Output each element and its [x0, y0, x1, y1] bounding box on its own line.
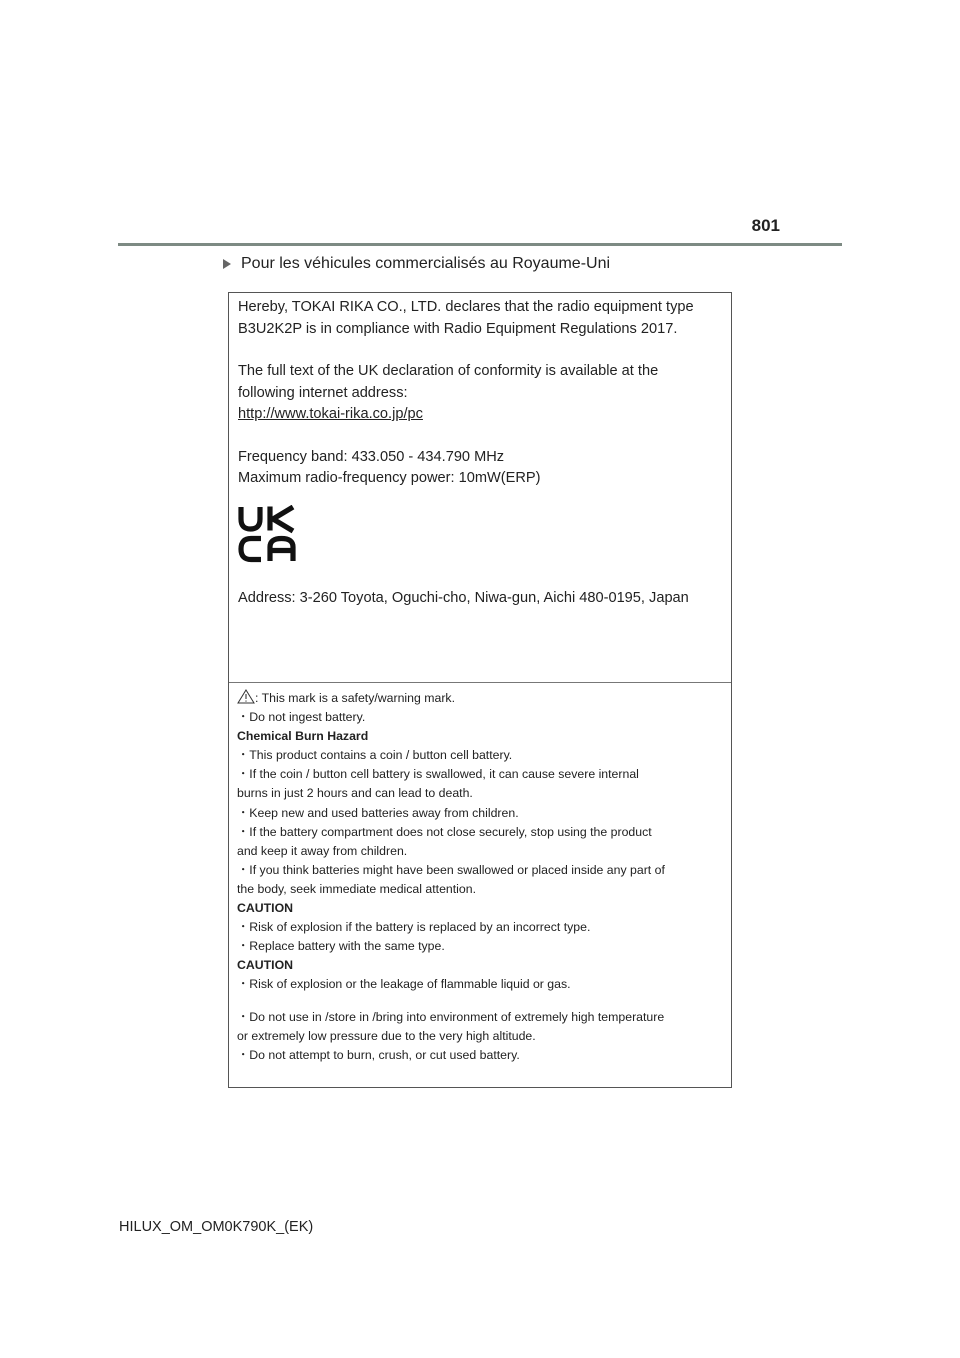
conformity-statement	[238, 361, 723, 426]
safety-line-text: Chemical Burn Hazard	[237, 729, 369, 744]
section-heading	[223, 255, 610, 273]
safety-line	[237, 975, 723, 994]
safety-line	[237, 784, 723, 803]
max-power: Maximum radio-frequency power: 10mW(ERP)	[238, 470, 541, 486]
safety-line-text: or extremely low pressure due to the very high altitude.	[237, 1028, 536, 1043]
safety-line	[237, 823, 723, 842]
safety-line	[237, 842, 723, 861]
warning-triangle-icon	[237, 689, 255, 704]
safety-line	[237, 708, 723, 727]
safety-line-text: CAUTION	[237, 901, 294, 916]
safety-line	[237, 880, 723, 899]
safety-line	[237, 937, 723, 956]
safety-line-text: : This mark is a safety/warning mark.	[255, 691, 455, 705]
safety-line	[237, 1027, 723, 1046]
declaration-box	[228, 292, 732, 1088]
safety-line-text: ・Do not use in /store in /bring into environment of extremely high temperature	[237, 1009, 665, 1024]
page-number: 801	[751, 216, 780, 235]
safety-line-text: ・Do not ingest battery.	[237, 710, 366, 725]
conformity-line-2: following internet address:	[238, 384, 408, 401]
safety-line-text: ・Risk of explosion or the leakage of flammable liquid or gas.	[237, 977, 571, 992]
declaration-section	[229, 293, 731, 683]
safety-line-text: ・If the coin / button cell battery is swallowed, it can cause severe internal	[237, 767, 639, 782]
safety-heading	[237, 899, 723, 918]
safety-line-text: ・Keep new and used batteries away from children.	[237, 805, 519, 820]
safety-line-text: ・If you think batteries might have been swallowed or placed inside any part of	[237, 862, 665, 877]
safety-line-text: ・Do not attempt to burn, crush, or cut used battery.	[237, 1047, 520, 1062]
frequency-band: Frequency band: 433.050 - 434.790 MHz	[238, 448, 505, 465]
triangle-bullet-icon	[223, 259, 231, 269]
safety-line-text: the body, seek immediate medical attention.	[237, 881, 477, 896]
document-code: HILUX_OM_OM0K790K_(EK)	[119, 1219, 314, 1235]
safety-line	[237, 689, 723, 708]
compliance-line-1: Hereby, TOKAI RIKA CO., LTD. declares that the radio equipment type	[238, 299, 694, 315]
safety-line	[237, 1046, 723, 1065]
radio-specs	[238, 447, 723, 490]
safety-line-text: burns in just 2 hours and can lead to death.	[237, 786, 473, 801]
safety-heading	[237, 956, 723, 975]
safety-line	[237, 861, 723, 880]
safety-line	[237, 918, 723, 937]
safety-line-text: ・This product contains a coin / button cell battery.	[237, 748, 513, 763]
manufacturer-address: Address: 3-260 Toyota, Oguchi-cho, Niwa-gun, Aichi 480-0195, Japan	[238, 589, 689, 606]
safety-section	[229, 684, 731, 1065]
conformity-url-link[interactable]: http://www.tokai-rika.co.jp/pc	[238, 406, 423, 422]
header-rule	[118, 243, 842, 246]
compliance-line-2: B3U2K2P is in compliance with Radio Equipment Regulations 2017.	[238, 320, 678, 337]
compliance-statement	[238, 297, 723, 340]
safety-line	[237, 765, 723, 784]
safety-line	[237, 746, 723, 765]
safety-line	[237, 1008, 723, 1027]
conformity-line-1: The full text of the UK declaration of conformity is available at the	[238, 363, 659, 379]
safety-line-text: and keep it away from children.	[237, 843, 408, 858]
safety-heading	[237, 727, 723, 746]
safety-line-text: ・Risk of explosion if the battery is replaced by an incorrect type.	[237, 920, 591, 935]
ukca-mark-icon	[238, 505, 296, 563]
safety-line-text: ・Replace battery with the same type.	[237, 939, 445, 954]
safety-line-text: CAUTION	[237, 958, 294, 973]
spacer	[237, 995, 723, 1008]
safety-line-text: ・If the battery compartment does not close securely, stop using the product	[237, 824, 652, 839]
section-heading-text: Pour les véhicules commercialisés au Royaume-Uni	[241, 255, 611, 272]
safety-line	[237, 804, 723, 823]
